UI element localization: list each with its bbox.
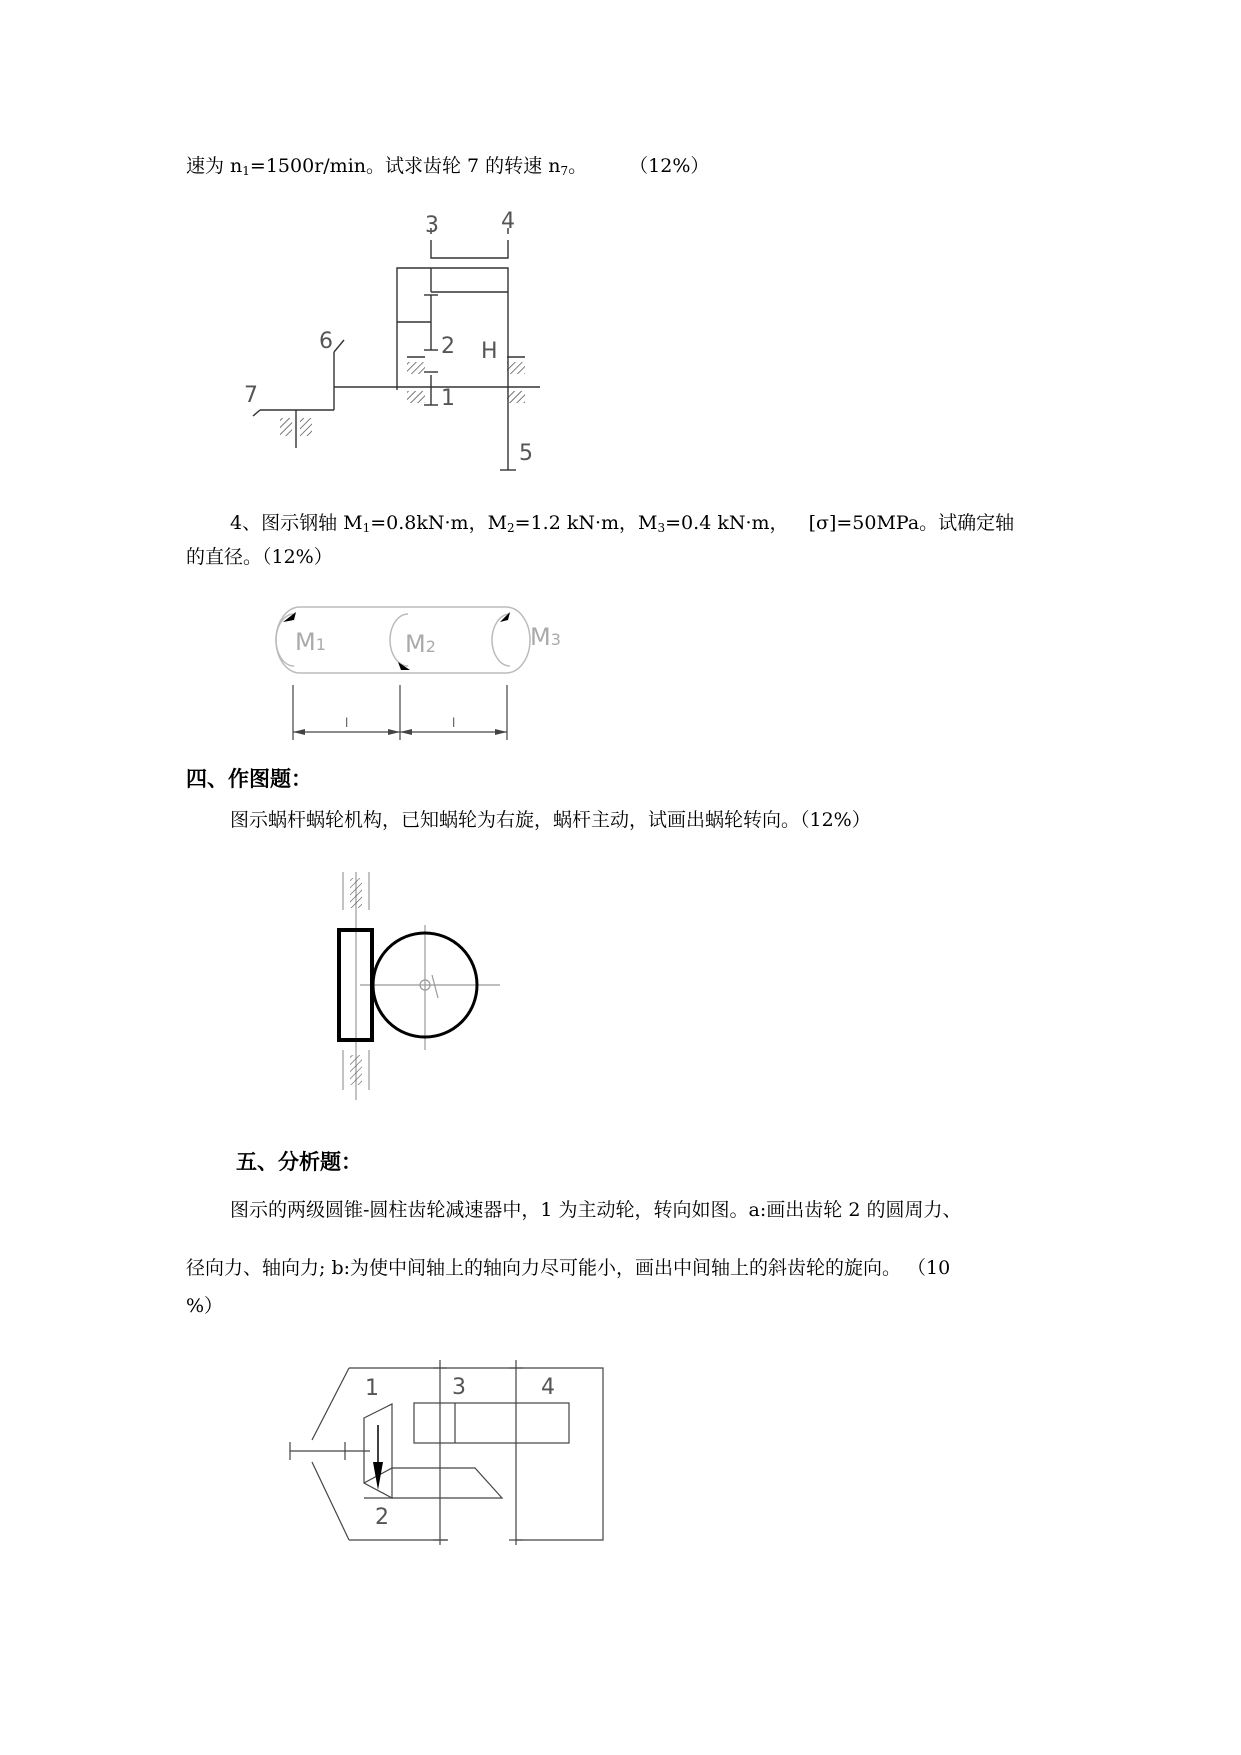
moment-m1-label: M1 <box>295 628 326 656</box>
carrier-h-label: H <box>481 339 498 364</box>
q4-text-c: =1.2 kN·m，M <box>514 512 658 534</box>
section-4-heading: 四、作图题： <box>186 767 312 791</box>
q4-text-b: =0.8kN·m，M <box>370 512 508 534</box>
q4-text-e: [σ]=50MPa。试确定轴 <box>808 512 1015 534</box>
dimension-l-2: l <box>452 716 456 730</box>
q3-text-a: 速为 n <box>186 155 243 177</box>
dimension-l-1: l <box>345 716 349 730</box>
gear-7-label: 7 <box>244 383 258 408</box>
q3-text-c: 。 <box>568 155 588 177</box>
moment-m2-label: M2 <box>405 630 436 658</box>
reducer-gear-1-label: 1 <box>365 1376 379 1401</box>
q3-sub-1: 1 <box>242 164 250 178</box>
q3-text-b: =1500r/min。试求齿轮 7 的转速 n <box>249 155 561 177</box>
q4-sub-3: 3 <box>657 521 666 535</box>
section-5-text-line2: 径向力、轴向力; b:为使中间轴上的轴向力尽可能小，画出中间轴上的斜齿轮的旋向。 （10 <box>186 1257 951 1279</box>
section-5-text-line3: %） <box>186 1295 224 1317</box>
q4-sub-2: 2 <box>507 521 515 535</box>
gear-3-label: 3 <box>425 213 439 238</box>
q4-text-a: 4、图示钢轴 M <box>230 512 363 534</box>
reducer-gear-4-label: 4 <box>541 1375 555 1400</box>
section-5-text-line1: 图示的两级圆锥-圆柱齿轮减速器中，1 为主动轮，转向如图。a:画出齿轮 2 的圆周力、 <box>230 1199 962 1221</box>
moment-m3-label: M3 <box>530 623 561 651</box>
q4-text-d: =0.4 kN·m， <box>665 512 789 534</box>
gear-6-label: 6 <box>319 329 333 354</box>
gear-4-label: 4 <box>501 209 515 234</box>
gear-5-label: 5 <box>519 441 533 466</box>
gear-1-label: 1 <box>441 386 455 411</box>
q4-sub-1: 1 <box>362 521 371 535</box>
reducer-gear-3-label: 3 <box>452 1375 466 1400</box>
q3-score: （12%） <box>629 155 710 177</box>
q4-text-line2: 的直径。（12%） <box>186 546 333 568</box>
section-5-heading: 五、分析题： <box>236 1150 362 1174</box>
gear-2-label: 2 <box>441 334 455 359</box>
section-4-text: 图示蜗杆蜗轮机构，已知蜗轮为右旋，蜗杆主动，试画出蜗轮转向。（12%） <box>230 809 871 831</box>
q3-sub-7: 7 <box>560 164 569 178</box>
reducer-gear-2-label: 2 <box>375 1505 389 1530</box>
